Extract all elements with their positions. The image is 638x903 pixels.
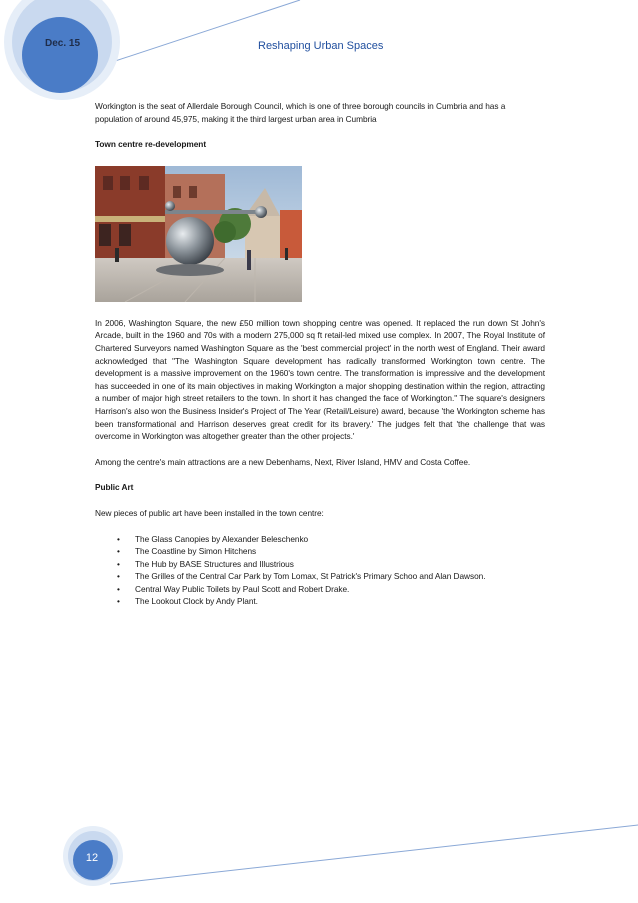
section-heading-public-art: Public Art	[95, 482, 134, 493]
list-item: • The Lookout Clock by Andy Plant.	[117, 596, 258, 607]
bullet-icon: •	[117, 596, 120, 607]
bullet-icon: •	[117, 546, 120, 557]
washington-square-photo	[95, 166, 302, 302]
list-item: • The Glass Canopies by Alexander Beleschenko	[117, 533, 309, 544]
list-item: • The Hub by BASE Structures and Illustrious	[117, 558, 294, 569]
intro-paragraph: Workington is the seat of Allerdale Borough Council, which is one of three borough councils in Cumbria and has a population of around 45,975, making it the third largest urban area in Cumbria	[95, 101, 506, 124]
bullet-icon: •	[117, 533, 120, 544]
list-item: • The Grilles of the Central Car Park by Tom Lomax, St Patrick's Primary Schoo and Alan Dawson.	[117, 571, 486, 582]
header-circle-inner	[22, 17, 98, 93]
page-number: 12	[85, 852, 99, 864]
header-date: Dec. 15	[45, 38, 81, 49]
bullet-icon: •	[117, 583, 120, 594]
attractions-paragraph: Among the centre's main attractions are a new Debenhams, Next, River Island, HMV and Costa Coffee.	[95, 456, 471, 467]
bullet-icon: •	[117, 571, 120, 582]
bullet-icon: •	[117, 558, 120, 569]
page-content	[95, 100, 545, 608]
list-item: • Central Way Public Toilets by Paul Scott and Robert Drake.	[117, 583, 350, 594]
list-item: • The Coastline by Simon Hitchens	[117, 546, 257, 557]
header-title: Reshaping Urban Spaces	[258, 40, 384, 52]
section-heading-town-centre: Town centre re-development	[95, 139, 207, 150]
public-art-list	[95, 533, 545, 609]
washington-square-paragraph: In 2006, Washington Square, the new £50 million town shopping centre was opened. It replaced the run down St John's Arcade, built in the 1960 and 70s with a modern 275,000 sq ft retail-led mixed use complex. In 2007, The Royal Institute of Chartered Surveyors named Washington Square as the 'best commercial project' in the north west of England. Their award acknowledged that "The Washington Square development has radically transformed Workington town centre. The development is a massive improvement on the 1960's town centre. The transformation is impressive and the development has succeeded in one of its main objectives in making Workington a major shopping destination within the region, attracting a number of major high street retailers to the town. In short it has changed the face of Workington." The square's designers Harrison's also won the Business Insider's Project of The Year (Retail/Leisure) award, because 'the Workington scheme has been transformational and Harrison deserves great credit for its bravery.' The judges felt that 'the challenge that was overcome in Workington was altogether greater than the other projects.'	[95, 317, 545, 442]
public-art-intro: New pieces of public art have been installed in the town centre:	[95, 507, 324, 518]
